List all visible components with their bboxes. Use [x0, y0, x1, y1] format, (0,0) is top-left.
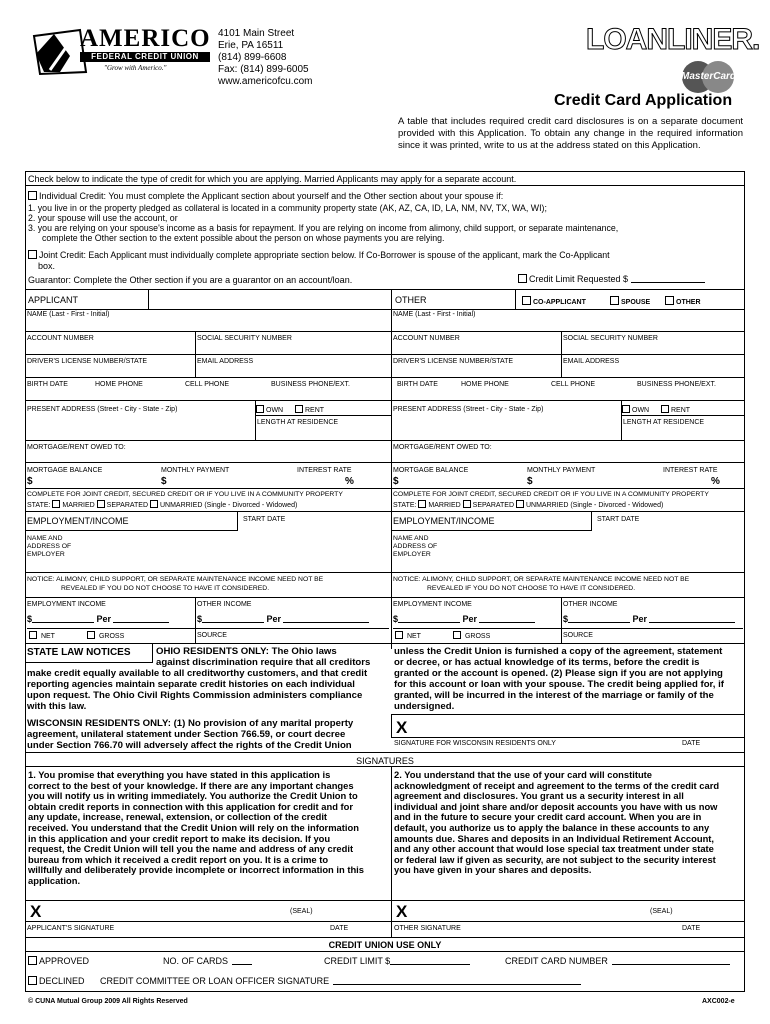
applicant-employment-income-field[interactable] [27, 614, 169, 624]
wisconsin-left-text [27, 718, 353, 751]
applicant-rent-checkbox[interactable] [295, 405, 303, 413]
applicant-employer-line: EMPLOYER [27, 551, 65, 558]
ohio-line-2: against discrimination require that all creditors [156, 657, 371, 668]
other-own-label: OWN [632, 407, 650, 414]
other-separated-checkbox[interactable] [463, 500, 471, 508]
other-married-label: MARRIED [428, 502, 461, 509]
other-email-field[interactable] [562, 365, 745, 377]
oth-date-label: DATE [682, 925, 701, 932]
committee-signature-label: CREDIT COMMITTEE OR LOAN OFFICER SIGNATURE [100, 976, 330, 986]
approved-checkbox[interactable] [28, 956, 37, 965]
other-source-label: SOURCE [563, 632, 593, 639]
wi-line: granted, will be incurred in the interest of the marriage or family of the [394, 690, 714, 701]
other-mortgage-owed-label: MORTGAGE/RENT OWED TO: [393, 444, 492, 451]
joint-credit-option[interactable] [28, 250, 610, 260]
applicant-rate-pct: % [345, 476, 354, 487]
sig-line: agreement and disclosures. You grant us a security interest in all [394, 790, 684, 802]
applicant-marital-status[interactable] [27, 500, 297, 510]
signature-terms-right [394, 770, 742, 876]
ind-item: complete the Other section to the extent possible about the person on whose payments you are relying. [42, 233, 445, 243]
committee-signature-field[interactable] [100, 976, 581, 986]
address-line: (814) 899-6608 [218, 52, 287, 63]
oth-x-mark: X [396, 902, 408, 921]
other-business-label: BUSINESS PHONE/EXT. [637, 381, 716, 388]
wisconsin-right-text [394, 646, 724, 712]
applicant-employer-line: NAME AND [27, 535, 63, 542]
ohio-line: upon request. The Ohio Civil Rights Commission administers compliance [27, 690, 363, 701]
other-employment-income-label: EMPLOYMENT INCOME [393, 601, 472, 608]
other-cell-label: CELL PHONE [551, 381, 596, 388]
other-married-checkbox[interactable] [418, 500, 426, 508]
other-name-label: NAME (Last - First - Initial) [393, 311, 476, 318]
joint-text-2: box. [38, 261, 56, 271]
sig-line: and any other account that would lose special tax treatment under state [394, 843, 714, 855]
other-net-checkbox[interactable] [395, 631, 403, 639]
other-gross-label: GROSS [464, 633, 491, 640]
brand-name: AMERICO [80, 25, 211, 52]
applicant-employer-field[interactable] [75, 532, 391, 572]
other-label: OTHER [676, 299, 701, 306]
applicant-rent-option[interactable] [295, 405, 324, 415]
co-applicant-checkbox[interactable] [522, 296, 531, 305]
applicant-employment-heading [25, 511, 238, 531]
applicant-oth-dollar: $ [197, 614, 203, 624]
sig-line: bureau from which it received a credit report on you. It is a crime to [28, 853, 329, 865]
individual-checkbox[interactable] [28, 191, 37, 200]
applicant-net-label: NET [40, 633, 55, 640]
other-email-label: EMAIL ADDRESS [563, 358, 620, 365]
intro-text: A table that includes required credit card disclosures is on a separate document provided with this Application. To obtain any change in the required information since it was printed, write to us at the address stated on this Application. [398, 116, 743, 151]
credit-card-number-label: CREDIT CARD NUMBER [505, 956, 608, 966]
wi-line: undersigned. [394, 701, 455, 712]
other-employer-labels [393, 535, 437, 559]
applicant-ssn-field[interactable] [196, 342, 391, 354]
brand-sub: FEDERAL CREDIT UNION [80, 52, 210, 62]
form-code: AXC002-e [702, 998, 735, 1005]
declined-option[interactable] [28, 976, 85, 986]
other-name-field[interactable] [391, 318, 745, 331]
applicant-dl-field[interactable] [25, 365, 195, 377]
other-ssn-label: SOCIAL SECURITY NUMBER [563, 335, 658, 342]
applicant-length-label: LENGTH AT RESIDENCE [257, 419, 339, 426]
applicant-employer-line: ADDRESS OF [27, 543, 72, 550]
applicant-present-field[interactable] [25, 414, 254, 440]
ohio-rest [27, 668, 367, 712]
joint-text: Joint Credit: Each Applicant must individually complete appropriate section below. If Co-Borrower is spouse of the applicant, mark the Co-Applicant [39, 250, 610, 260]
credit-limit-label: Credit Limit Requested $ [529, 274, 629, 284]
no-of-cards-field[interactable] [163, 956, 252, 966]
declined-checkbox[interactable] [28, 976, 37, 985]
other-rent-option[interactable] [661, 405, 690, 415]
no-of-cards-label: NO. OF CARDS [163, 956, 229, 966]
other-present-label: PRESENT ADDRESS (Street - City - State - Zip) [393, 406, 544, 413]
other-employment-income-field[interactable] [393, 614, 535, 624]
other-checkbox[interactable] [665, 296, 674, 305]
applicant-balance-dollar: $ [27, 476, 33, 487]
other-other-income-field[interactable] [563, 614, 735, 624]
co-applicant-option[interactable] [522, 296, 586, 307]
other-notice-2: REVEALED IF YOU DO NOT CHOOSE TO HAVE IT CONSIDERED. [427, 585, 636, 592]
wi-line: unless the Credit Union is furnished a copy of the agreement, statement [394, 646, 723, 657]
approved-option[interactable] [28, 956, 89, 966]
applicant-complete-label: COMPLETE FOR JOINT CREDIT, SECURED CREDIT OR IF YOU LIVE IN A COMMUNITY PROPERTY [27, 491, 343, 498]
applicant-monthly-payment-label: MONTHLY PAYMENT [161, 467, 230, 474]
other-payment-dollar: $ [527, 476, 533, 487]
other-ssn-field[interactable] [562, 342, 745, 354]
applicant-mortgage-owed-field[interactable] [25, 452, 391, 462]
other-dl-label: DRIVER'S LICENSE NUMBER/STATE [393, 358, 514, 365]
applicant-notice-2: REVEALED IF YOU DO NOT CHOOSE TO HAVE IT CONSIDERED. [61, 585, 270, 592]
other-unmarried-checkbox[interactable] [516, 500, 524, 508]
wi-line: WISCONSIN RESIDENTS ONLY: (1) No provision of any marital property [27, 718, 354, 729]
other-unmarried-label: UNMARRIED (Single - Divorced - Widowed) [525, 502, 664, 509]
address-line: Fax: (814) 899-6005 [218, 64, 309, 75]
other-monthly-payment-label: MONTHLY PAYMENT [527, 467, 596, 474]
address-line: Erie, PA 16511 [218, 40, 284, 51]
sig-line: received. You understand that the Credit Union will rely on the information [28, 821, 359, 833]
spouse-label: SPOUSE [621, 299, 651, 306]
sig-line: acknowledgment of receipt and agreement to the terms of the credit card [394, 779, 720, 791]
applicant-unmarried-checkbox[interactable] [150, 500, 158, 508]
applicant-birth-label: BIRTH DATE [27, 381, 68, 388]
co-applicant-label: CO-APPLICANT [533, 299, 586, 306]
sig-line: you have given in your shares and deposits. [394, 864, 592, 876]
applicant-cell-label: CELL PHONE [185, 381, 230, 388]
other-oth-dollar: $ [563, 614, 569, 624]
sig-line: any update, increase, renewal, extension, or collection of the credit [28, 811, 328, 823]
sig-line: individual and joint share and/or deposit accounts you have with us now [394, 800, 718, 812]
app-seal: (SEAL) [290, 908, 313, 915]
other-rent-checkbox[interactable] [661, 405, 669, 413]
applicant-gross-checkbox[interactable] [87, 631, 95, 639]
approved-label: APPROVED [39, 956, 90, 966]
sig-line: amounts due. Shares and deposits in an Individual Retirement Account, [394, 832, 715, 844]
applicant-own-checkbox[interactable] [256, 405, 264, 413]
wi-line: or decree, or has actual knowledge of its terms, before the credit is [394, 657, 700, 668]
applicant-signature-label: APPLICANT'S SIGNATURE [27, 925, 115, 932]
other-present-field[interactable] [391, 414, 620, 440]
other-balance-dollar: $ [393, 476, 399, 487]
ind-item: 3. you are relying on your spouse's income as a basis for repayment. If you are relying on income from alimony, child support, or separate maintenance, [28, 223, 619, 233]
applicant-name-field[interactable] [25, 318, 391, 331]
sig-line: request, the Credit Union will tell you the name and address of any credit [28, 843, 354, 855]
applicant-other-income-label: OTHER INCOME [197, 601, 252, 608]
page-title: Credit Card Application [554, 92, 733, 109]
applicant-rent-label: RENT [305, 407, 325, 414]
ind-item: 1. you live in or the property pledged as collateral is located in a community property state (AK, AZ, CA, ID, LA, NM, NV, TX, WA, WI); [28, 203, 547, 213]
joint-checkbox[interactable] [28, 250, 37, 259]
applicant-account-label: ACCOUNT NUMBER [27, 335, 94, 342]
applicant-employment-income-label: EMPLOYMENT INCOME [27, 601, 106, 608]
applicant-oth-per: Per [266, 614, 282, 624]
other-oth-per: Per [632, 614, 648, 624]
applicant-net-checkbox[interactable] [29, 631, 37, 639]
applicant-interest-rate-label: INTEREST RATE [297, 467, 352, 474]
signatures-heading: SIGNATURES [356, 756, 414, 766]
sig-line: in this application and your credit report to make its decision. If you [28, 832, 331, 844]
applicant-gross-label: GROSS [98, 633, 125, 640]
other-length-label: LENGTH AT RESIDENCE [623, 419, 705, 426]
app-x-mark: X [30, 902, 42, 921]
applicant-home-label: HOME PHONE [95, 381, 143, 388]
other-interest-rate-label: INTEREST RATE [663, 467, 718, 474]
other-rent-label: RENT [671, 407, 691, 414]
credit-limit-cu-field[interactable] [324, 956, 470, 966]
applicant-ssn-label: SOCIAL SECURITY NUMBER [197, 335, 292, 342]
wi-line: for this account or loan with your spouse. The credit being applied for, if [394, 679, 724, 690]
other-mortgage-balance-label: MORTGAGE BALANCE [393, 467, 469, 474]
declined-label: DECLINED [39, 976, 85, 986]
applicant-married-checkbox[interactable] [52, 500, 60, 508]
applicant-separated-checkbox[interactable] [97, 500, 105, 508]
sig-line: and in the future to secure your credit card account. When you are in [394, 811, 702, 823]
applicant-notice-1: NOTICE: ALIMONY, CHILD SUPPORT, OR SEPARATE MAINTENANCE INCOME NEED NOT BE [27, 576, 324, 583]
check-instructions: Check below to indicate the type of credit for which you are applying. Married Applicants may apply for a separate account. [28, 174, 517, 184]
other-employment-heading [391, 511, 592, 531]
sig-line: default, you authorize us to apply the balance in these accounts to any [394, 821, 710, 833]
applicant-state-label: STATE: [27, 502, 51, 509]
sig-line: or federal law if given as security, are not subject to the security interest [394, 853, 716, 865]
applicant-present-label: PRESENT ADDRESS (Street - City - State - Zip) [27, 406, 178, 413]
sig-line: willfully and deliberately provide incomplete or incorrect information in this [28, 864, 364, 876]
sig-line: correct to the best of your knowledge. If there are any important changes [28, 779, 354, 791]
other-gross-checkbox[interactable] [453, 631, 461, 639]
loanliner-logo: LOANLINER. [586, 23, 760, 56]
address-block [218, 28, 312, 88]
other-employer-line: ADDRESS OF [393, 543, 438, 550]
spouse-checkbox[interactable] [610, 296, 619, 305]
applicant-signature-box[interactable] [25, 900, 391, 922]
applicant-employment-label: EMPLOYMENT/INCOME [27, 516, 129, 526]
applicant-start-date-label: START DATE [243, 516, 286, 523]
other-other-income-label: OTHER INCOME [563, 601, 618, 608]
sig-line: you will notify us in writing immediately. You authorize the Credit Union to [28, 790, 358, 802]
address-line: 4101 Main Street [218, 28, 295, 39]
other-dl-field[interactable] [391, 365, 561, 377]
other-employment-label: EMPLOYMENT/INCOME [393, 516, 495, 526]
wi-x-mark: X [396, 718, 408, 737]
brand-tagline: "Grow with Americo." [104, 64, 167, 72]
credit-limit-checkbox[interactable] [518, 274, 527, 283]
other-account-field[interactable] [391, 342, 561, 354]
other-heading: OTHER [395, 295, 427, 305]
credit-union-use-heading: CREDIT UNION USE ONLY [328, 940, 442, 950]
applicant-account-field[interactable] [25, 342, 195, 354]
signature-terms-left [28, 770, 386, 887]
applicant-emp-dollar: $ [27, 614, 33, 624]
other-employer-line: EMPLOYER [393, 551, 431, 558]
other-net-option[interactable] [395, 631, 421, 641]
address-line: www.americofcu.com [218, 76, 313, 87]
applicant-own-option[interactable] [256, 405, 283, 415]
sig-line: 1. You promise that everything you have stated in this application is [28, 769, 331, 780]
applicant-name-label: NAME (Last - First - Initial) [27, 311, 110, 318]
credit-limit-cu-label: CREDIT LIMIT $ [324, 956, 391, 966]
applicant-married-label: MARRIED [62, 502, 95, 509]
other-signature-box[interactable] [391, 900, 745, 922]
applicant-mortgage-balance-label: MORTGAGE BALANCE [27, 467, 103, 474]
applicant-email-label: EMAIL ADDRESS [197, 358, 254, 365]
applicant-payment-dollar: $ [161, 476, 167, 487]
applicant-net-option[interactable] [29, 631, 55, 641]
individual-items [28, 203, 618, 243]
oth-seal: (SEAL) [650, 908, 673, 915]
applicant-other-income-field[interactable] [197, 614, 369, 624]
americo-logo [30, 26, 210, 78]
other-emp-dollar: $ [393, 614, 399, 624]
other-net-label: NET [406, 633, 421, 640]
ohio-line: with this law. [27, 701, 87, 712]
credit-limit-field[interactable] [518, 274, 705, 284]
state-law-label: STATE LAW NOTICES [27, 647, 131, 658]
individual-credit-option[interactable] [28, 191, 503, 201]
other-rate-pct: % [711, 476, 720, 487]
app-date-label: DATE [330, 925, 349, 932]
other-signature-label: OTHER SIGNATURE [394, 925, 461, 932]
applicant-heading: APPLICANT [28, 295, 79, 305]
applicant-source-label: SOURCE [197, 632, 227, 639]
wi-date-label: DATE [682, 740, 701, 747]
other-emp-per: Per [462, 614, 478, 624]
other-birth-label: BIRTH DATE [397, 381, 438, 388]
other-mortgage-owed-field[interactable] [391, 452, 745, 462]
applicant-separated-label: SEPARATED [106, 502, 149, 509]
applicant-mortgage-owed-label: MORTGAGE/RENT OWED TO: [27, 444, 126, 451]
sig-line: 2. You understand that the use of your card will constitute [394, 769, 653, 780]
ohio-line: make credit equally available to all creditworthy customers, and that credit [27, 668, 368, 679]
applicant-dl-label: DRIVER'S LICENSE NUMBER/STATE [27, 358, 148, 365]
other-home-label: HOME PHONE [461, 381, 509, 388]
wi-line: under Section 766.70 will adversely affect the rights of the Credit Union [27, 740, 352, 751]
applicant-phones-field[interactable] [25, 388, 391, 400]
state-law-heading [25, 643, 153, 663]
individual-text: Individual Credit: You must complete the Applicant section about yourself and the Other section about your spouse if: [39, 191, 504, 201]
other-gross-option[interactable] [453, 631, 490, 641]
wi-signature-label: SIGNATURE FOR WISCONSIN RESIDENTS ONLY [394, 740, 556, 747]
credit-card-number-field[interactable] [505, 956, 730, 966]
copyright: © CUNA Mutual Group 2009 All Rights Reserved [28, 998, 188, 1005]
other-state-label: STATE: [393, 502, 417, 509]
ohio-line: reporting agencies maintain separate credit histories on each individual [27, 679, 355, 690]
applicant-own-label: OWN [266, 407, 284, 414]
other-own-checkbox[interactable] [622, 405, 630, 413]
other-phones-field[interactable] [391, 388, 745, 400]
other-complete-label: COMPLETE FOR JOINT CREDIT, SECURED CREDIT OR IF YOU LIVE IN A COMMUNITY PROPERTY [393, 491, 709, 498]
applicant-employer-labels [27, 535, 71, 559]
guarantor-text: Guarantor: Complete the Other section if you are a guarantor on an account/loan. [28, 275, 353, 285]
wi-line: agreement, unilateral statement under Section 766.59, or court decree [27, 729, 346, 740]
ohio-heading: OHIO RESIDENTS ONLY: The Ohio laws [156, 646, 337, 657]
other-start-date-label: START DATE [597, 516, 640, 523]
other-separated-label: SEPARATED [472, 502, 515, 509]
sig-line: obtain credit reports in connection with this application for credit and for [28, 800, 354, 812]
other-notice-1: NOTICE: ALIMONY, CHILD SUPPORT, OR SEPARATE MAINTENANCE INCOME NEED NOT BE [393, 576, 690, 583]
spouse-option[interactable] [610, 296, 650, 307]
applicant-emp-per: Per [96, 614, 112, 624]
applicant-email-field[interactable] [196, 365, 391, 377]
ind-item: 2. your spouse will use the account, or [28, 213, 178, 223]
other-employer-line: NAME AND [393, 535, 429, 542]
other-employer-field[interactable] [441, 532, 745, 572]
wi-line: granted or the account is opened. (2) Please sign if you are not applying [394, 668, 723, 679]
wisconsin-signature-box[interactable] [391, 714, 745, 738]
mastercard-logo [678, 60, 738, 94]
other-own-option[interactable] [622, 405, 649, 415]
applicant-business-label: BUSINESS PHONE/EXT. [271, 381, 350, 388]
applicant-gross-option[interactable] [87, 631, 124, 641]
other-marital-status[interactable] [393, 500, 663, 510]
other-option[interactable] [665, 296, 701, 307]
mastercard-text: MasterCard [681, 71, 737, 82]
sig-line: application. [28, 874, 81, 886]
other-account-label: ACCOUNT NUMBER [393, 335, 460, 342]
applicant-unmarried-label: UNMARRIED (Single - Divorced - Widowed) [159, 502, 298, 509]
